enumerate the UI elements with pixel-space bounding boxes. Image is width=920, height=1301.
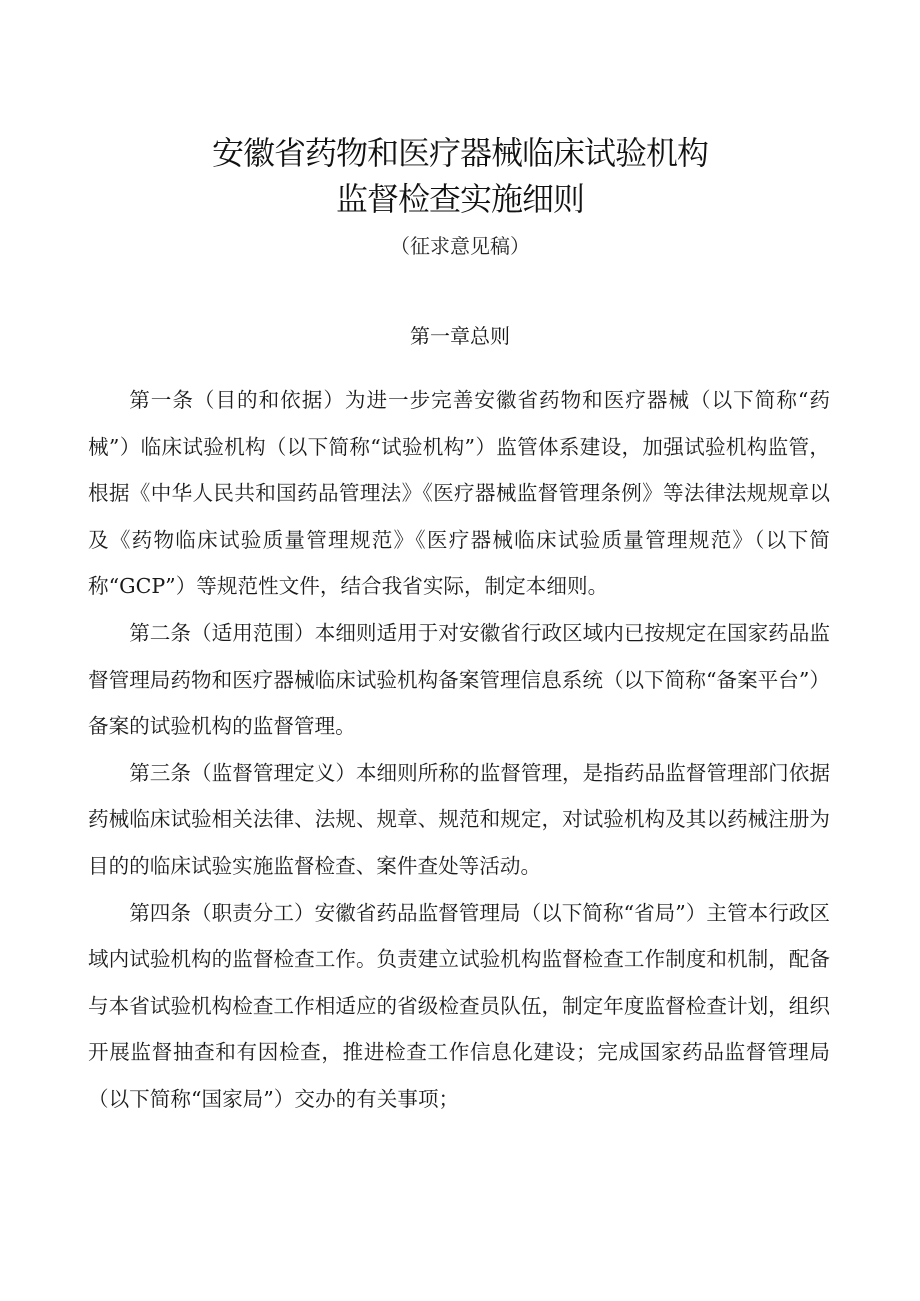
article-2: 第二条（适用范围）本细则适用于对安徽省行政区域内已按规定在国家药品监督管理局药物和医疗器械临床试验机构备案管理信息系统（以下简称“备案平台”）备案的试验机构的监督管理。 (88, 620, 830, 739)
document-title-line-2: 监督检查实施细则 (335, 180, 584, 218)
chapter-heading: 第一章总则 (410, 324, 510, 348)
document-body (88, 377, 830, 1123)
article-1: 第一条（目的和依据）为进一步完善安徽省药物和医疗器械（以下简称“药械”）临床试验机构（以下简称“试验机构”）监管体系建设，加强试验机构监管，根据《中华人民共和国药品管理法》《医疗器械监督管理条例》等法律法规规章以及《药物临床试验质量管理规范》《医疗器械临床试验质量管理规范》（以下简称“GCP”）等规范性文件，结合我省实际，制定本细则。 (88, 388, 830, 599)
article-3: 第三条（监督管理定义）本细则所称的监督管理，是指药品监督管理部门依据药械临床试验相关法律、法规、规章、规范和规定，对试验机构及其以药械注册为目的的临床试验实施监督检查、案件查处等活动。 (88, 760, 830, 878)
document-title-line-1: 安徽省药物和医疗器械临床试验机构 (211, 134, 708, 172)
article-4: 第四条（职责分工）安徽省药品监督管理局（以下简称“省局”）主管本行政区域内试验机构的监督检查工作。负责建立试验机构监督检查工作制度和机制，配备与本省试验机构检查工作相适应的省级检查员队伍，制定年度监督检查计划，组织开展监督抽查和有因检查，推进检查工作信息化建设；完成国家药品监督管理局（以下简称“国家局”）交办的有关事项； (88, 900, 830, 1111)
document-subtitle: （征求意见稿） (390, 234, 530, 258)
